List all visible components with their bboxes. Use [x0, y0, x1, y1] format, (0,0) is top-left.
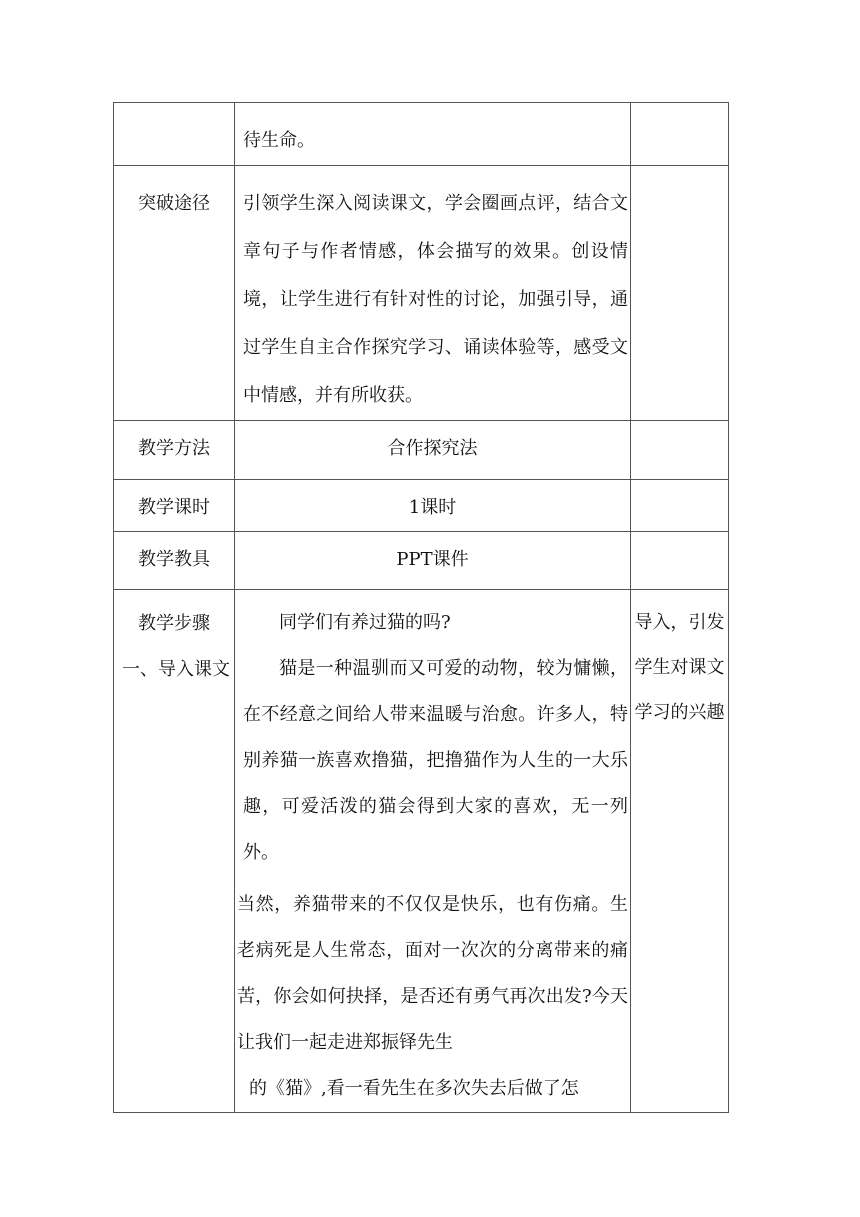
method-value: 合作探究法	[387, 438, 478, 459]
breakthrough-label: 突破途径	[138, 193, 210, 214]
continued-goal-text: 待生命。	[243, 130, 315, 151]
table-row	[114, 590, 729, 1113]
content-cell	[235, 166, 631, 421]
note-cell	[631, 421, 729, 480]
step-title: 一、导入课文	[122, 659, 230, 680]
table-row	[114, 532, 729, 590]
intro-paragraph: 的《猫》,看一看先生在多次失去后做了怎	[249, 1078, 579, 1099]
period-label: 教学课时	[138, 497, 210, 518]
table-row	[114, 480, 729, 532]
steps-label: 教学步骤	[138, 613, 210, 634]
design-note: 导入，引发学生对课文学习的兴趣	[634, 612, 725, 723]
label-cell	[114, 590, 235, 1113]
note-cell	[631, 590, 729, 1113]
content-cell	[235, 421, 631, 480]
period-value: 1课时	[408, 497, 457, 518]
intro-question: 同学们有养过猫的吗?	[279, 612, 451, 633]
empty-label-cell	[114, 103, 235, 166]
label-cell	[114, 166, 235, 421]
table-row	[114, 166, 729, 421]
note-cell	[631, 480, 729, 532]
table-row	[114, 103, 729, 166]
aids-value: PPT课件	[396, 549, 469, 570]
aids-label: 教学教具	[138, 549, 210, 570]
lesson-plan-table	[113, 102, 729, 1113]
method-label: 教学方法	[138, 438, 210, 459]
breakthrough-text: 引领学生深入阅读课文，学会圈画点评，结合文章句子与作者情感，体会描写的效果。创设情境，让学生进行有针对性的讨论，加强引导，通过学生自主合作探究学习、诵读体验等，感受文中情感，并有所收获。	[243, 193, 628, 406]
intro-paragraph: 当然，养猫带来的不仅仅是快乐，也有伤痛。生老病死是人生常态，面对一次次的分离带来的痛苦，你会如何抉择，是否还有勇气再次出发?今天让我们一起走进郑振铎先生	[237, 894, 628, 1053]
label-cell	[114, 480, 235, 532]
intro-paragraph: 猫是一种温驯而又可爱的动物，较为慵懒，在不经意之间给人带来温暖与治愈。许多人，特别养猫一族喜欢撸猫，把撸猫作为人生的一大乐趣，可爱活泼的猫会得到大家的喜欢，无一列外。	[243, 658, 628, 863]
note-cell	[631, 166, 729, 421]
note-cell	[631, 103, 729, 166]
content-cell	[235, 480, 631, 532]
label-cell	[114, 532, 235, 590]
content-cell	[235, 532, 631, 590]
content-cell	[235, 103, 631, 166]
note-cell	[631, 532, 729, 590]
table-row	[114, 421, 729, 480]
content-cell	[235, 590, 631, 1113]
label-cell	[114, 421, 235, 480]
